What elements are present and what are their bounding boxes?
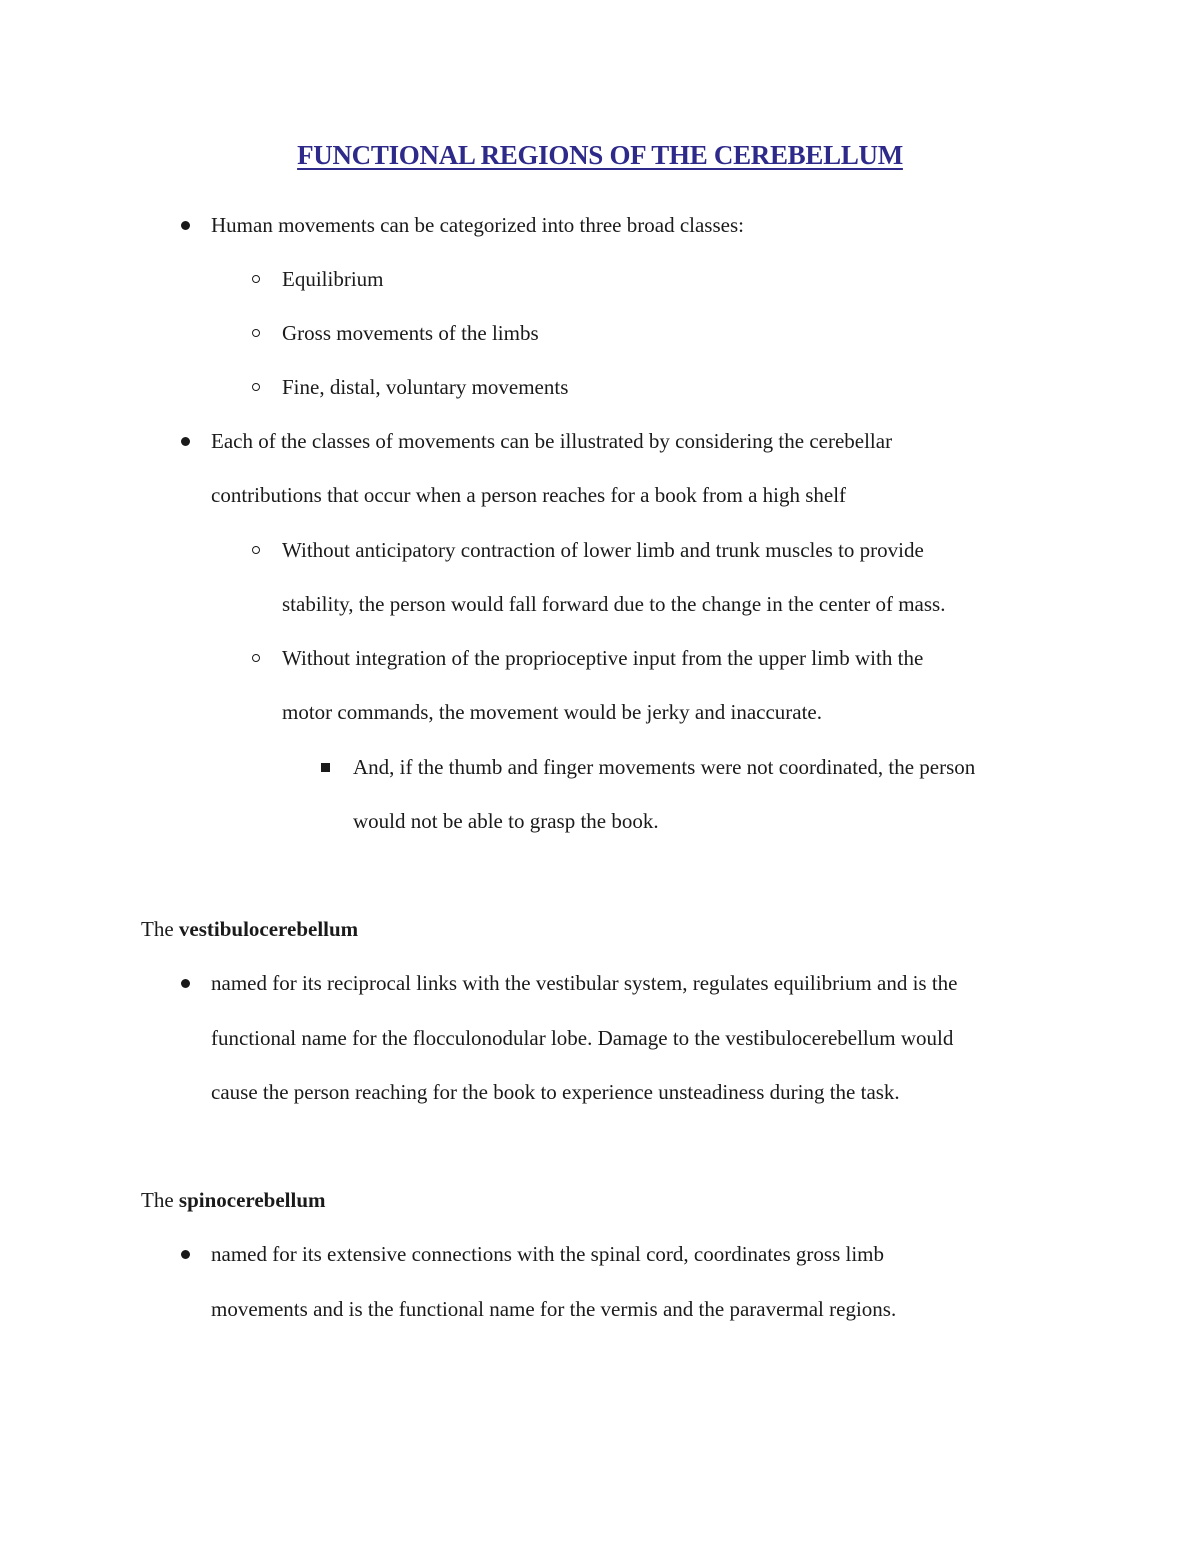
list-item: Equilibrium — [282, 267, 384, 291]
bullet-circle — [249, 318, 263, 348]
list-item: Fine, distal, voluntary movements — [282, 375, 569, 399]
list-item: Gross movements of the limbs — [282, 321, 539, 345]
bullet-dot — [178, 968, 192, 998]
list-item-continuation: would not be able to grasp the book. — [353, 809, 659, 833]
list-item: named for its reciprocal links with the vestibular system, regulates equilibrium and is the — [211, 971, 958, 995]
bullet-dot — [178, 1239, 192, 1269]
list-item: Each of the classes of movements can be illustrated by considering the cerebellar — [211, 429, 893, 453]
list-item: Human movements can be categorized into three broad classes: — [211, 213, 744, 237]
list-item-continuation: motor commands, the movement would be jerky and inaccurate. — [282, 700, 823, 724]
bullet-square — [318, 752, 332, 782]
list-item-continuation: cause the person reaching for the book to experience unsteadiness during the task. — [211, 1080, 900, 1104]
bullet-circle — [249, 643, 263, 673]
bullet-dot — [178, 426, 192, 456]
section-heading-vestibulocerebellum — [141, 914, 358, 944]
page-title: FUNCTIONAL REGIONS OF THE CEREBELLUM — [297, 140, 903, 170]
heading-prefix: The — [141, 1188, 179, 1212]
heading-prefix: The — [141, 917, 179, 941]
section-heading-spinocerebellum — [141, 1185, 326, 1215]
list-item-continuation: functional name for the flocculonodular lobe. Damage to the vestibulocerebellum would — [211, 1026, 954, 1050]
list-item: Without integration of the proprioceptive input from the upper limb with the — [282, 646, 924, 670]
bullet-circle — [249, 372, 263, 402]
list-item-continuation: movements and is the functional name for the vermis and the paravermal regions. — [211, 1297, 897, 1321]
bullet-dot — [178, 210, 192, 240]
list-item-continuation: stability, the person would fall forward due to the change in the center of mass. — [282, 592, 946, 616]
heading-term: spinocerebellum — [178, 1188, 326, 1212]
heading-term: vestibulocerebellum — [178, 917, 359, 941]
bullet-circle — [249, 264, 263, 294]
list-item: Without anticipatory contraction of lower limb and trunk muscles to provide — [282, 538, 924, 562]
bullet-circle — [249, 535, 263, 565]
list-item-continuation: contributions that occur when a person reaches for a book from a high shelf — [211, 483, 847, 507]
list-item: named for its extensive connections with the spinal cord, coordinates gross limb — [211, 1242, 885, 1266]
list-item: And, if the thumb and finger movements were not coordinated, the person — [353, 755, 976, 779]
